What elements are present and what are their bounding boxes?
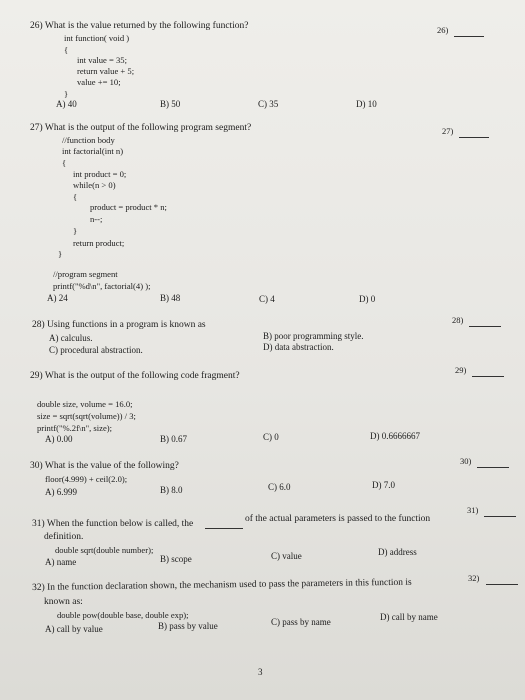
q27-code-line: n--;	[90, 214, 103, 224]
q30-code-line: floor(4.999) + ceil(2.0);	[45, 474, 128, 484]
q30-option-b: B) 8.0	[160, 485, 183, 495]
q31-answer-blank[interactable]	[484, 516, 516, 517]
q28-option-c: C) procedural abstraction.	[49, 345, 143, 355]
q26-code-line: return value + 5;	[77, 66, 135, 76]
q26-code-line: }	[64, 89, 69, 99]
q26-option-c: C) 35	[258, 99, 279, 109]
q29-option-b: B) 0.67	[160, 434, 187, 444]
q31-option-d: D) address	[378, 547, 417, 557]
q30-option-a: A) 6.999	[45, 487, 77, 497]
q30-option-c: C) 6.0	[268, 482, 291, 492]
q27-prompt: 27) What is the output of the following program segment?	[30, 123, 252, 133]
page-number: 3	[258, 667, 263, 677]
q29-prompt: 29) What is the output of the following code fragment?	[30, 371, 240, 381]
q27-code-line: while(n > 0)	[73, 180, 116, 190]
q26-answer-blank[interactable]	[454, 36, 484, 37]
q27-code-line: printf("%d\n", factorial(4) );	[53, 281, 151, 291]
q31-option-b: B) scope	[160, 554, 192, 564]
q31-prompt-continued: definition.	[44, 532, 84, 542]
q32-option-c: C) pass by name	[271, 617, 331, 627]
q29-code-line: size = sqrt(sqrt(volume)) / 3;	[37, 411, 136, 421]
q27-option-a: A) 24	[47, 293, 68, 303]
q31-prompt-end: of the actual parameters is passed to the function	[245, 514, 431, 524]
q29-code-line: printf("%.2f\n", size);	[37, 423, 113, 433]
q31-code-line: double sqrt(double number);	[55, 545, 154, 555]
q26-option-a: A) 40	[56, 99, 77, 109]
q32-prompt: 32) In the function declaration shown, the mechanism used to pass the parameters in this function is	[31, 577, 412, 593]
q27-code-line: }	[58, 249, 63, 259]
q27-code-line: product = product * n;	[90, 202, 167, 212]
q27-side-number: 27)	[442, 126, 454, 136]
q31-prompt-start: 31) When the function below is called, the	[32, 519, 194, 529]
q32-code-line: double pow(double base, double exp);	[57, 610, 189, 620]
q28-prompt: 28) Using functions in a program is known as	[32, 320, 206, 330]
q32-answer-blank[interactable]	[486, 584, 518, 585]
q32-option-d: D) call by name	[380, 612, 438, 622]
q26-code-line: int value = 35;	[77, 55, 127, 65]
q29-code-line: double size, volume = 16.0;	[37, 399, 133, 409]
q29-answer-blank[interactable]	[472, 376, 504, 377]
q32-option-a: A) call by value	[45, 624, 103, 634]
q27-option-d: D) 0	[359, 294, 376, 304]
q27-code-line: //program segment	[53, 269, 118, 279]
q31-option-c: C) value	[271, 551, 302, 561]
q30-option-d: D) 7.0	[372, 480, 395, 490]
q27-code-line: {	[62, 158, 67, 168]
q27-code-line: //function body	[62, 135, 115, 145]
q32-option-b: B) pass by value	[158, 621, 218, 631]
q27-answer-blank[interactable]	[459, 137, 489, 138]
q32-prompt-continued: known as:	[44, 597, 83, 607]
q27-code-line: int product = 0;	[73, 169, 127, 179]
q29-option-a: A) 0.00	[45, 434, 73, 444]
q26-option-b: B) 50	[160, 99, 181, 109]
q30-side-number: 30)	[460, 456, 472, 466]
q29-side-number: 29)	[455, 365, 467, 375]
q27-code-line: {	[73, 192, 78, 202]
q28-answer-blank[interactable]	[469, 326, 501, 327]
q26-code-line: int function( void )	[64, 33, 130, 43]
q31-side-number: 31)	[467, 505, 479, 515]
q28-option-a: A) calculus.	[49, 333, 93, 343]
q28-option-d: D) data abstraction.	[263, 342, 334, 352]
q28-side-number: 28)	[452, 315, 464, 325]
q27-option-c: C) 4	[259, 294, 275, 304]
q27-code-line: int factorial(int n)	[62, 146, 124, 156]
q27-code-line: }	[73, 226, 78, 236]
q28-option-b: B) poor programming style.	[263, 331, 364, 341]
q29-option-d: D) 0.6666667	[370, 431, 420, 441]
q31-option-a: A) name	[45, 557, 77, 567]
q30-answer-blank[interactable]	[477, 467, 509, 468]
q26-option-d: D) 10	[356, 99, 377, 109]
q26-prompt: 26) What is the value returned by the following function?	[30, 21, 249, 31]
q32-side-number: 32)	[468, 573, 480, 583]
q29-option-c: C) 0	[263, 432, 279, 442]
q31-inline-blank[interactable]	[205, 528, 243, 529]
q26-code-line: {	[64, 45, 69, 55]
q27-option-b: B) 48	[160, 293, 181, 303]
q26-code-line: value += 10;	[77, 77, 121, 87]
q30-prompt: 30) What is the value of the following?	[30, 461, 179, 471]
q26-side-number: 26)	[437, 25, 449, 35]
q27-code-line: return product;	[73, 238, 125, 248]
